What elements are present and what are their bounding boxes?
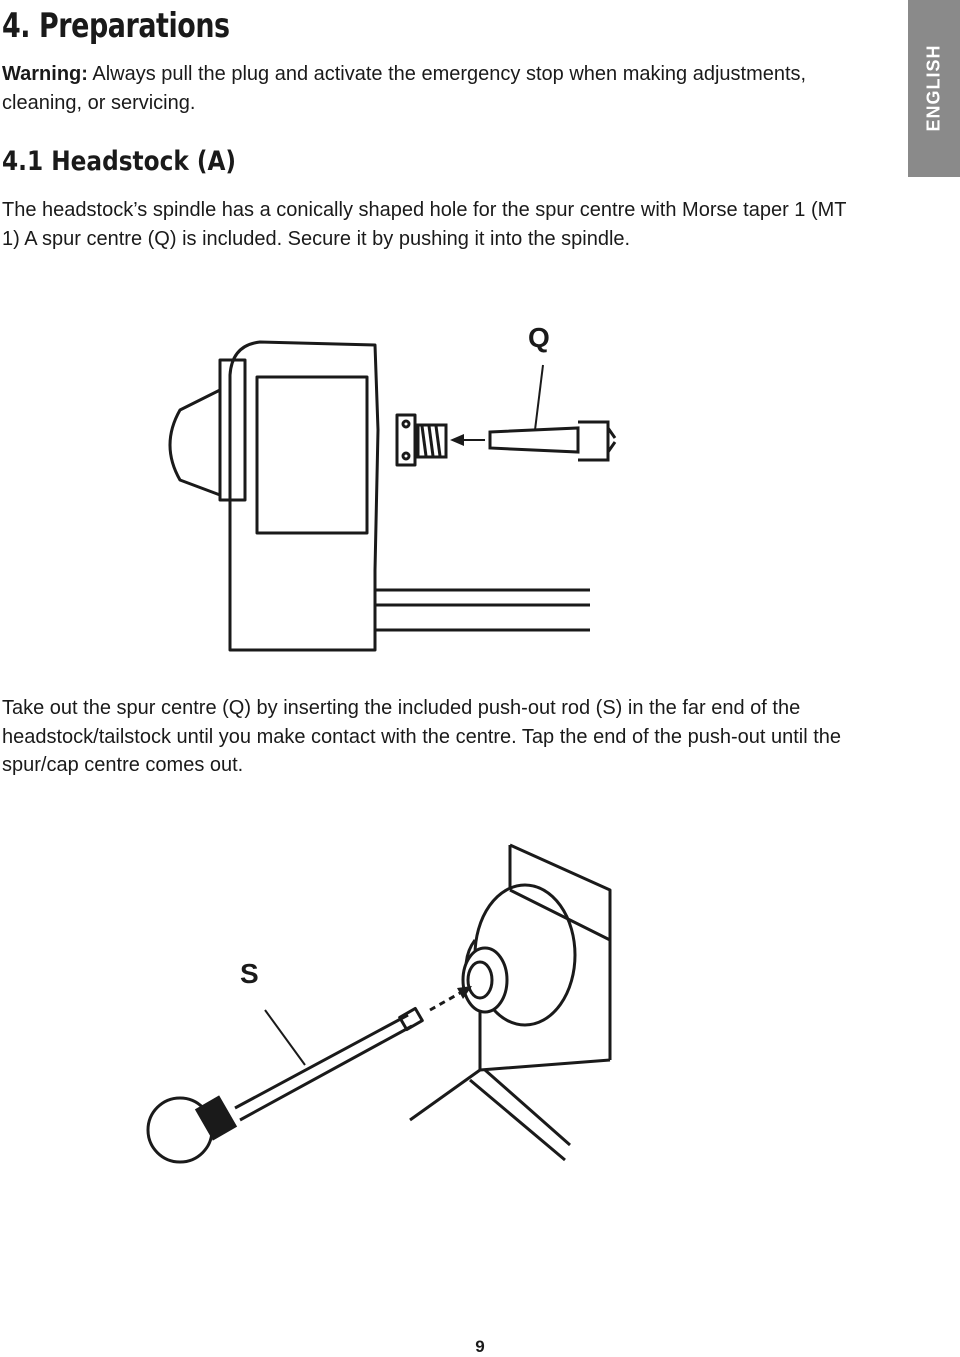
push-out-rod-label: S — [240, 958, 259, 989]
removal-paragraph: Take out the spur centre (Q) by inserting the included push-out rod (S) in the far end of the headstock/tailstock until you make contact with the centre. Tap the end of the push-out until the spur/cap centre comes out. — [2, 697, 842, 776]
page-number: 9 — [475, 1337, 485, 1356]
push-out-diagram — [140, 830, 620, 1180]
warning-label: Warning: — [2, 63, 88, 85]
page-heading: 4. Preparations — [2, 6, 230, 46]
headstock-spur-centre-figure — [150, 300, 620, 670]
spur-centre-label: Q — [528, 322, 550, 353]
warning-text: Always pull the plug and activate the emergency stop when making adjustments, cleaning, or servicing. — [2, 63, 807, 114]
push-out-rod-figure — [140, 830, 620, 1180]
warning-note — [2, 60, 842, 118]
language-tab-label: ENGLISH — [923, 44, 944, 132]
headstock-diagram — [150, 300, 620, 670]
section-paragraph: The headstock’s spindle has a conically shaped hole for the spur centre with Morse taper 1 (MT 1) A spur centre (Q) is included. Secure it by pushing it into the spindle. — [2, 199, 847, 250]
language-tab — [908, 0, 960, 177]
section-heading: 4.1 Headstock (A) — [2, 146, 237, 177]
